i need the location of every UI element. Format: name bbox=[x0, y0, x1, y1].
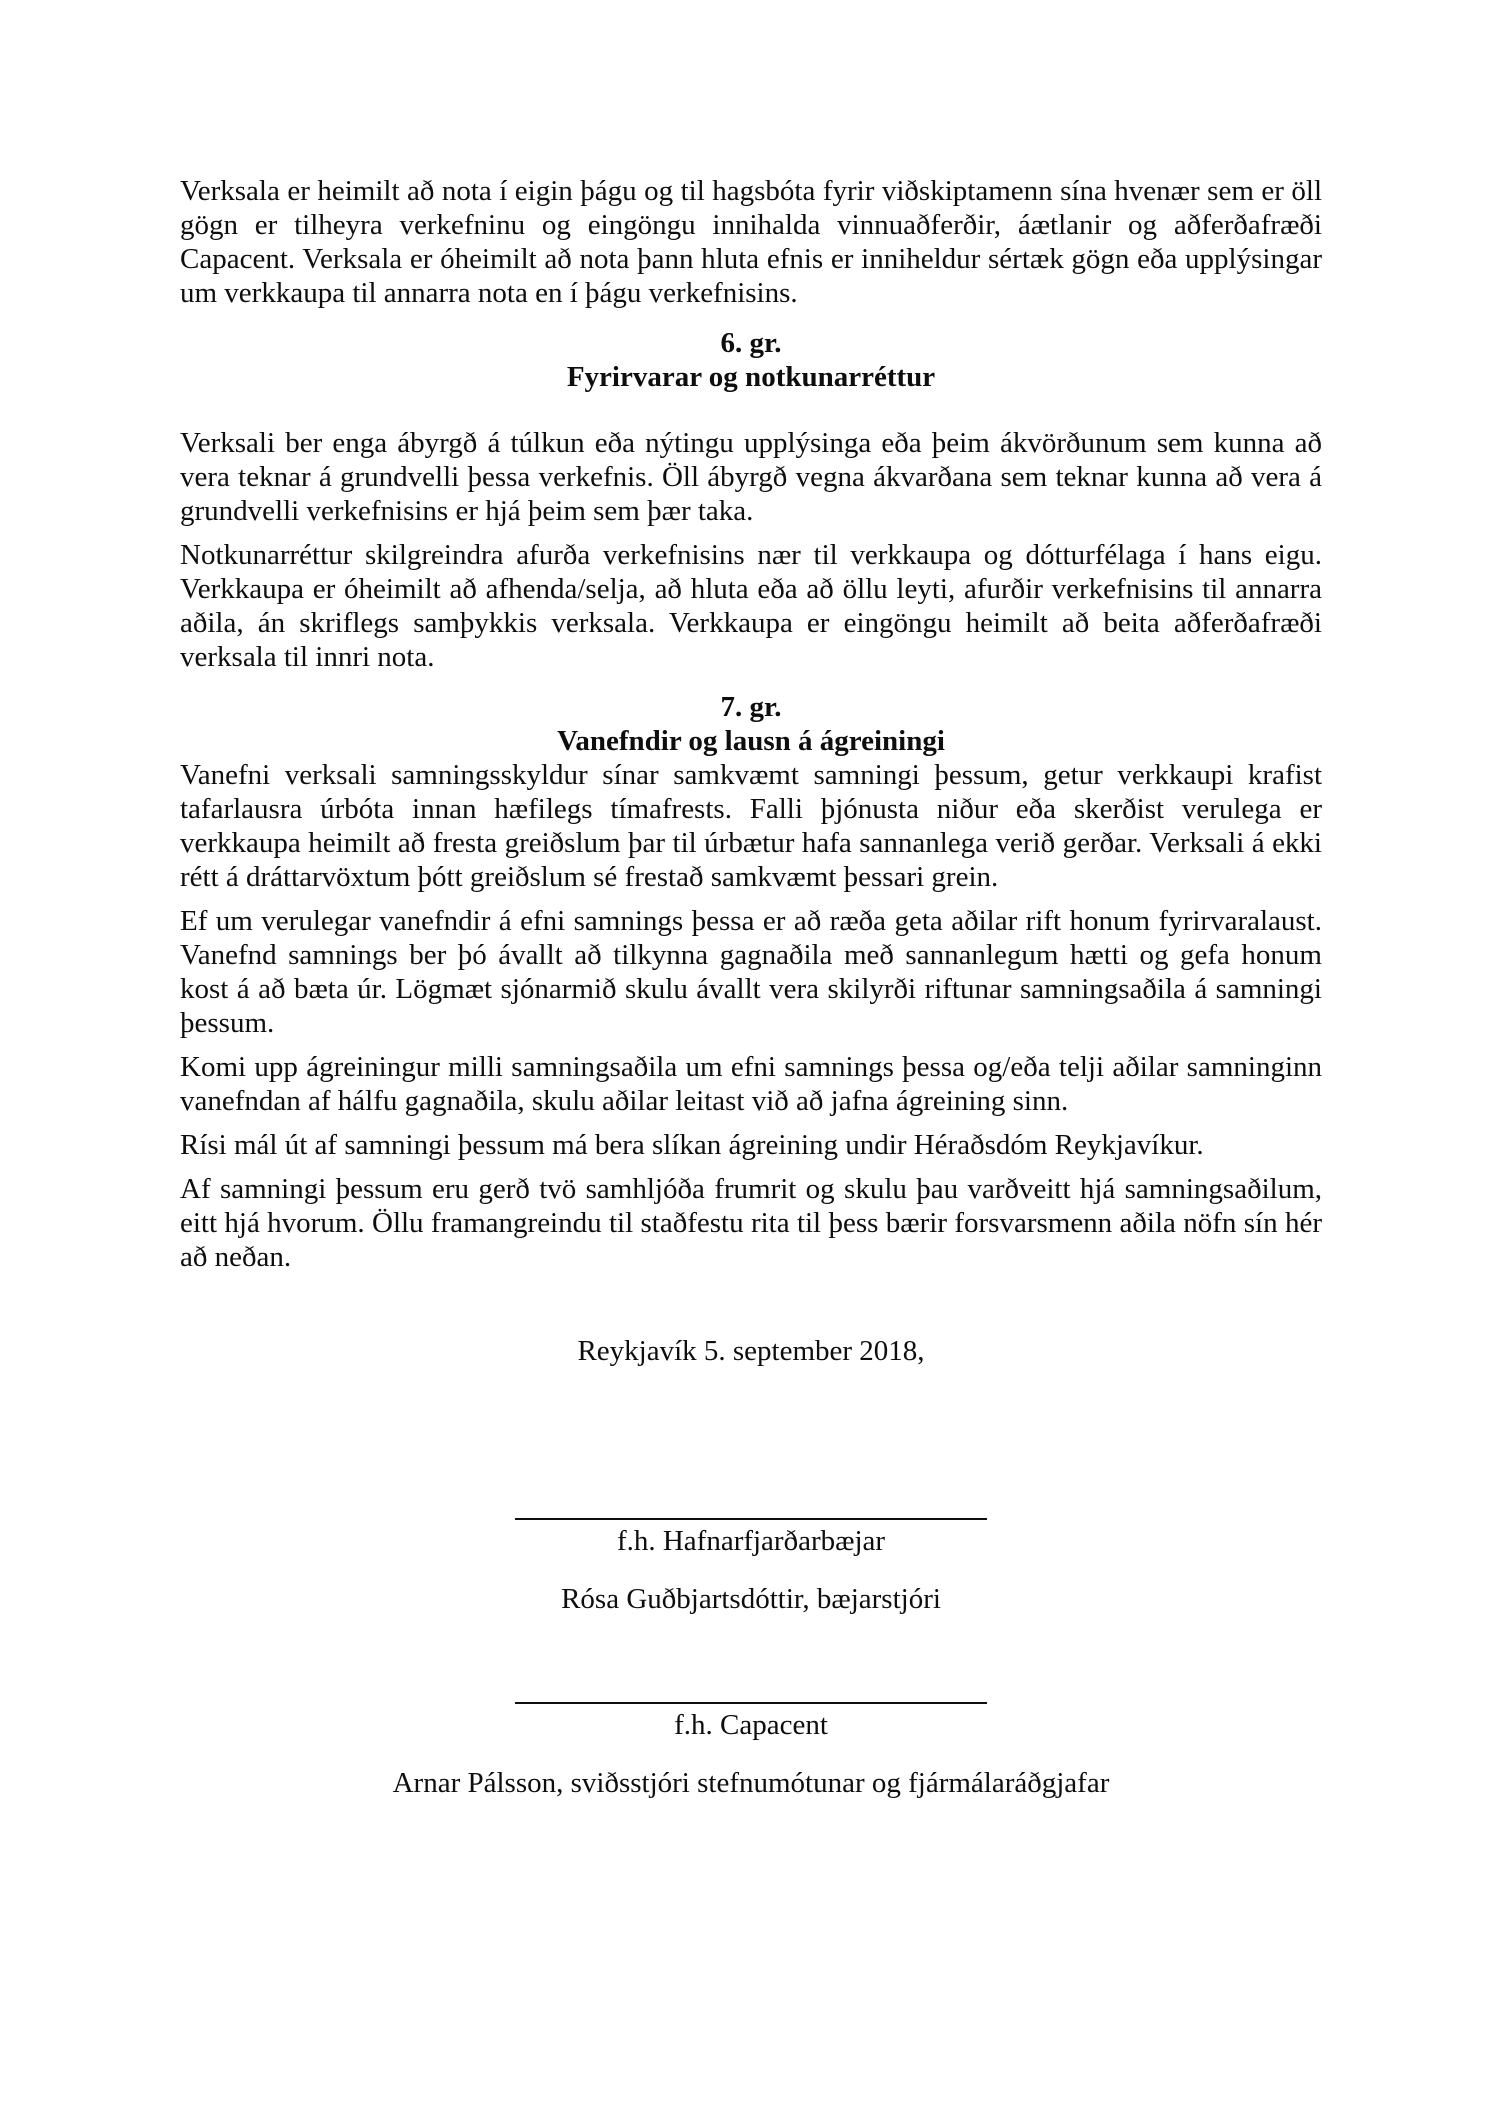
signature-on-behalf: f.h. Hafnarfjarðarbæjar bbox=[616, 1525, 886, 1557]
paragraph-termination: Ef um verulegar vanefndir á efni samnings þessa er að ræða geta aðilar rift honum fyrirvaralaust. Vanefnd samnings ber þó ávallt að tilkynna gagnaðila með sannanlegum hætti og gefa honum kost á að bæta úr. Lögmæt sjónarmið skulu ávallt vera skilyrði riftunar samningsaðila á samningi þessum. bbox=[180, 905, 1322, 1039]
signature-on-behalf: f.h. Capacent bbox=[674, 1709, 828, 1741]
signatory-name: Rósa Guðbjartsdóttir, bæjarstjóri bbox=[561, 1583, 941, 1615]
section-7-title: Vanefndir og lausn á ágreiningi bbox=[557, 725, 945, 757]
date-place-line: Reykjavík 5. september 2018, bbox=[577, 1335, 925, 1367]
paragraph-court-venue: Rísi mál út af samningi þessum má bera slíkan ágreining undir Héraðsdóm Reykjavíkur. bbox=[180, 1129, 1204, 1161]
paragraph-dispute-settlement: Komi upp ágreiningur milli samningsaðila um efni samnings þessa og/eða telji aðilar samninginn vanefndan af hálfu gagnaðila, skulu aðilar leitast við að jafna ágreining sinn. bbox=[180, 1051, 1322, 1117]
paragraph-data-usage: Verksala er heimilt að nota í eigin þágu og til hagsbóta fyrir viðskiptamenn sína hvenær sem er öll gögn er tilheyra verkefninu og eingöngu innihalda vinnuaðferðir, áætlanir og aðferðafræði Capacent. Verksala er óheimilt að nota þann hluta efnis er inniheldur sértæk gögn eða upplýsingar um verkkaupa til annarra nota en í þágu verkefnisins. bbox=[180, 175, 1322, 309]
section-6-title: Fyrirvarar og notkunarréttur bbox=[566, 361, 936, 393]
signature-block-hafnarfjordur bbox=[180, 1518, 1322, 1616]
signature-line bbox=[515, 1518, 987, 1520]
signatory-name: Arnar Pálsson, sviðsstjóri stefnumótunar og fjármálaráðgjafar bbox=[392, 1767, 1110, 1799]
paragraph-duplicate-originals: Af samningi þessum eru gerð tvö samhljóða frumrit og skulu þau varðveitt hjá samningsaðilum, eitt hjá hvorum. Öllu framangreindu til staðfestu rita til þess bærir forsvarsmenn aðila nöfn sín hér að neðan. bbox=[180, 1173, 1322, 1273]
paragraph-breach-remedy: Vanefni verksali samningsskyldur sínar samkvæmt samningi þessum, getur verkkaupi krafist tafarlausra úrbóta innan hæfilegs tímafrests. Falli þjónusta niður eða skerðist verulega er verkkaupa heimilt að fresta greiðslum þar til úrbætur hafa sannanlega verið gerðar. Verksali á ekki rétt á dráttarvöxtum þótt greiðslum sé frestað samkvæmt þessari grein. bbox=[180, 759, 1322, 893]
signature-block-capacent bbox=[180, 1702, 1322, 1800]
paragraph-liability: Verksali ber enga ábyrgð á túlkun eða nýtingu upplýsinga eða þeim ákvörðunum sem kunna að vera teknar á grundvelli þessa verkefnis. Öll ábyrgð vegna ákvarðana sem teknar kunna að vera á grundvelli verkefnisins er hjá þeim sem þær taka. bbox=[180, 427, 1322, 527]
section-7-number: 7. gr. bbox=[720, 691, 782, 723]
section-6-number: 6. gr. bbox=[720, 327, 782, 359]
signature-line bbox=[515, 1702, 987, 1704]
document-content bbox=[180, 174, 1322, 1800]
paragraph-usage-license: Notkunarréttur skilgreindra afurða verkefnisins nær til verkkaupa og dótturfélaga í hans eigu. Verkkaupa er óheimilt að afhenda/selja, að hluta eða að öllu leyti, afurðir verkefnisins til annarra aðila, án skriflegs samþykkis verksala. Verkkaupa er eingöngu heimilt að beita aðferðafræði verksala til innri nota. bbox=[180, 539, 1322, 673]
